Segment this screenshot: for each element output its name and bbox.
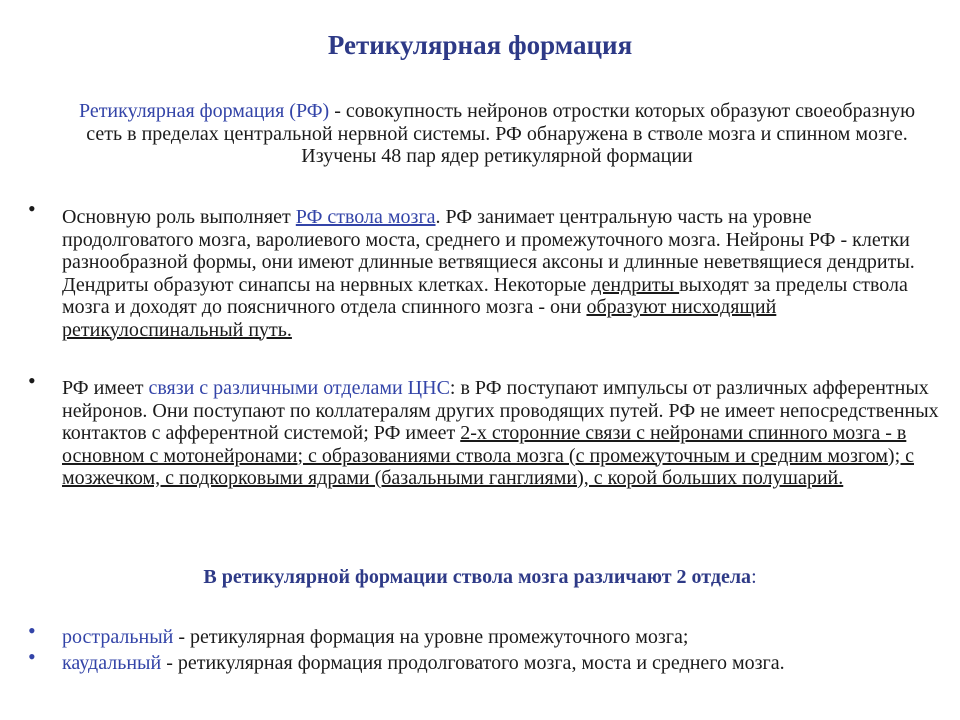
page-title: Ретикулярная формация — [327, 30, 633, 60]
item-2-text: - ретикулярная формация продолговатого мозга, моста и среднего мозга. — [161, 652, 785, 674]
bullet-1-text-a: Основную роль выполняет — [62, 206, 296, 228]
item-2-term: каудальный — [62, 652, 162, 674]
bullet-2-text-b: : в РФ поступают импульсы от различных афферентных нейронов. Они поступают по коллатералям других проводящих путей. РФ не имеет непосредственных контактов с афферентной системой; РФ имеет — [62, 377, 939, 444]
two-way-connections-underlined: 2-х сторонние связи с нейронами спинного мозга - в основном с мотонейронами; с образованиями ствола мозга (с промежуточным и средним мозгом); с мозжечком, с подкорковыми ядрами (базальными ганглиями), с корой больших полушарий. — [62, 422, 915, 489]
list-item-rostral — [62, 626, 947, 649]
reticulospinal-underlined: образуют нисходящий ретикулоспинальный путь. — [62, 296, 777, 341]
intro-term: Ретикулярная формация (РФ) — [78, 100, 330, 122]
dendrites-underlined: дендриты — [591, 273, 680, 296]
cns-connections-text: связи с различными отделами ЦНС — [148, 377, 450, 399]
item-1-term: ростральный — [62, 626, 174, 648]
bullet-1-text-c: выходят за пределы ствола мозга и доходят до поясничного отдела спинного мозга - они — [62, 273, 908, 318]
section-subtitle-colon: : — [751, 566, 757, 588]
intro-paragraph — [62, 100, 932, 168]
bullet-2-marker: • — [28, 368, 36, 393]
item-1-marker: • — [28, 618, 36, 643]
bullet-2-paragraph — [62, 377, 947, 490]
item-1-text: - ретикулярная формация на уровне промежуточного мозга; — [173, 626, 689, 648]
section-subtitle-text: В ретикулярной формации ствола мозга различают 2 отдела — [203, 566, 752, 588]
bullet-1-paragraph — [62, 206, 947, 341]
list-item-caudal — [62, 652, 947, 675]
bullet-1-marker: • — [28, 196, 36, 221]
bullet-2-text-a: РФ имеет — [62, 377, 149, 399]
item-2-marker: • — [28, 644, 36, 669]
bullet-1-text-b: . РФ занимает центральную часть на уровне продолговатого мозга, варолиевого моста, среднего и промежуточного мозга. Нейроны РФ - клетки разнообразной формы, они имеют длинные ветвящиеся аксоны и длинные неветвящиеся дендриты. Дендриты образуют синапсы на нервных клетках. Некоторые — [62, 206, 915, 296]
intro-text: - совокупность нейронов отростки которых образуют своеобразную сеть в пределах центральной нервной системы. РФ обнаружена в стволе мозга и спинном мозге. Изучены 48 пар ядер ретикулярной формации — [86, 100, 916, 167]
section-subtitle — [0, 566, 960, 589]
rf-brainstem-link[interactable]: РФ ствола мозга — [295, 206, 436, 228]
